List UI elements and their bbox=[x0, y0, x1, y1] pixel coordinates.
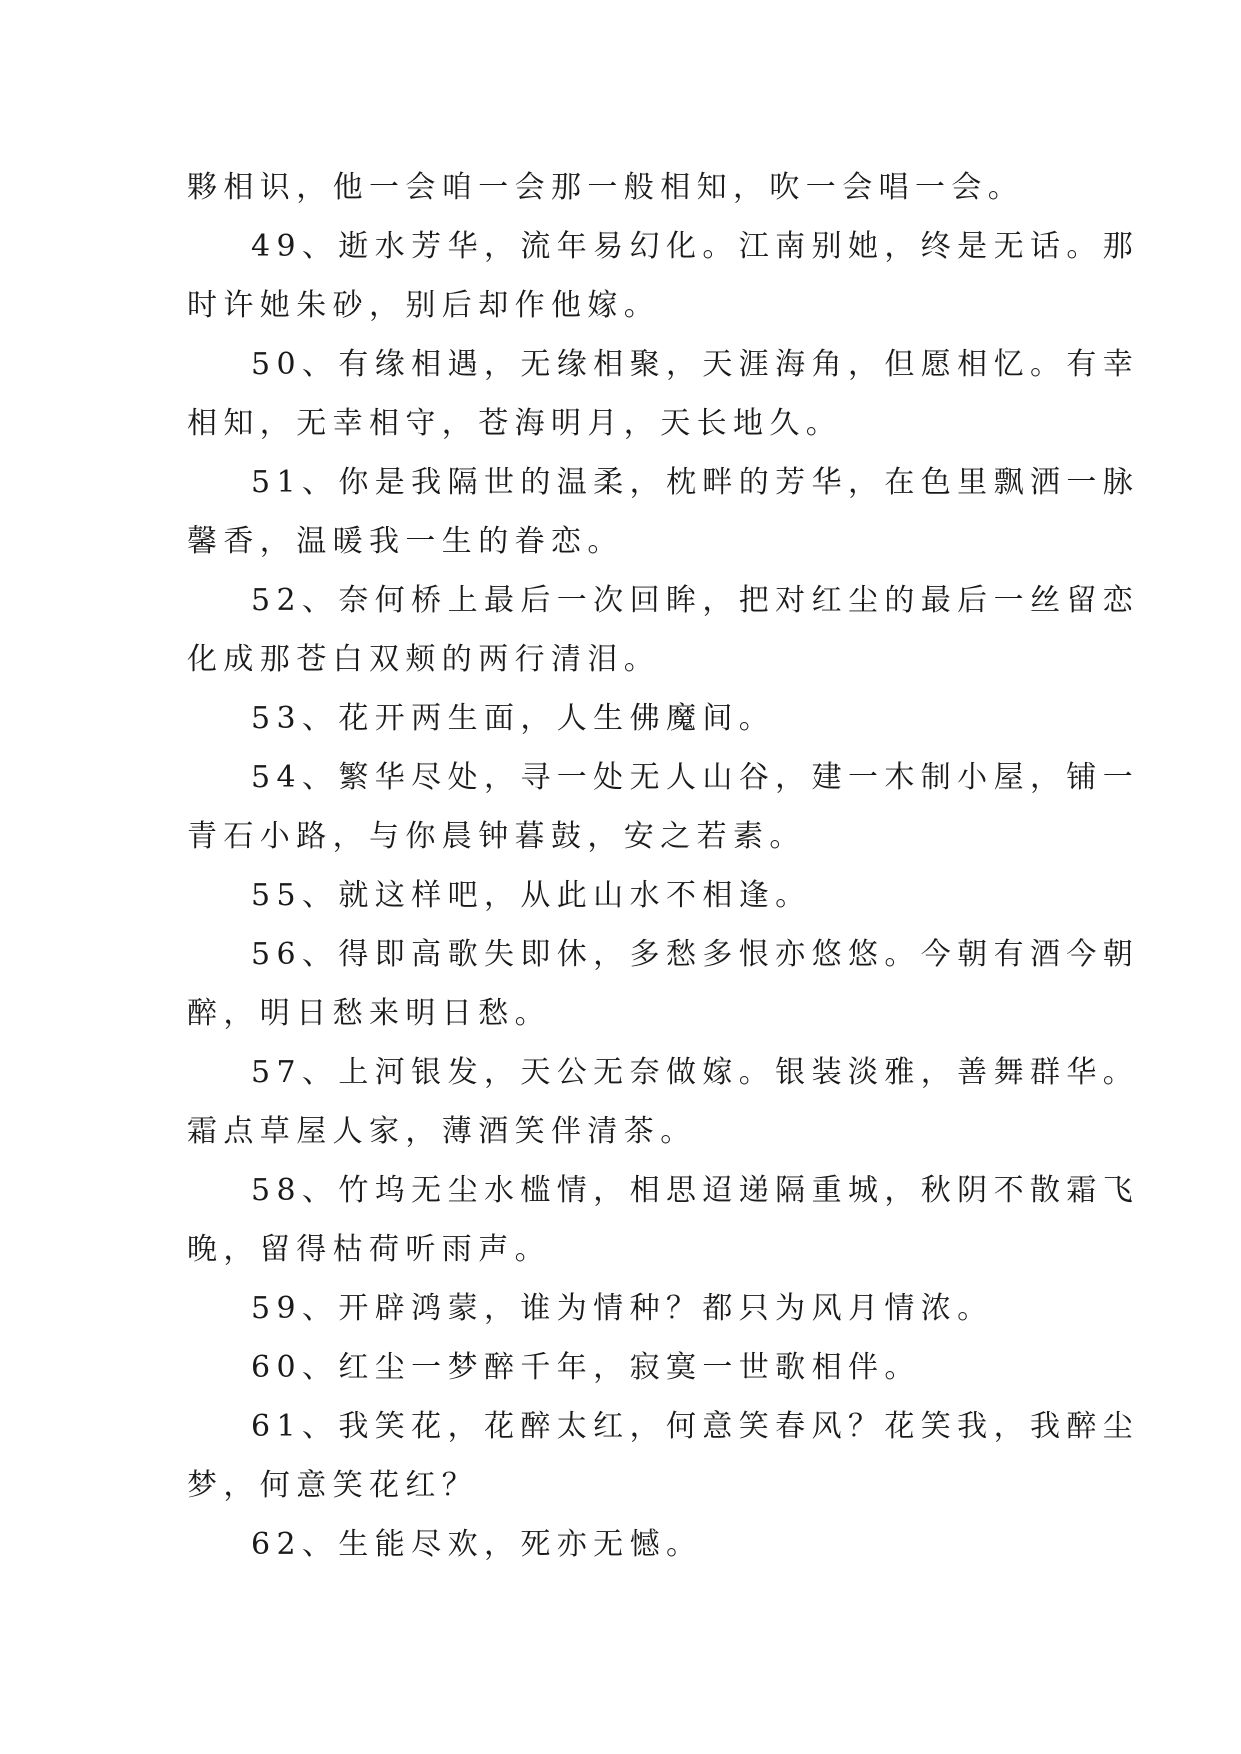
text-line: 梦，何意笑花红？ bbox=[187, 1468, 479, 1503]
text-line: 醉，明日愁来明日愁。 bbox=[187, 996, 551, 1031]
text-line: 霜点草屋人家，薄酒笑伴清茶。 bbox=[187, 1114, 697, 1149]
text-line: 50、有缘相遇，无缘相聚，天涯海角，但愿相忆。有幸 bbox=[251, 347, 1140, 382]
text-line: 夥相识，他一会咱一会那一般相知，吹一会唱一会。 bbox=[187, 170, 1025, 205]
text-line: 49、逝水芳华，流年易幻化。江南别她，终是无话。那 bbox=[251, 229, 1140, 264]
text-line: 时许她朱砂，别后却作他嫁。 bbox=[187, 288, 661, 323]
text-line: 化成那苍白双颊的两行清泪。 bbox=[187, 642, 661, 677]
text-line: 52、奈何桥上最后一次回眸，把对红尘的最后一丝留恋 bbox=[251, 583, 1140, 618]
text-line: 61、我笑花，花醉太红，何意笑春风？花笑我，我醉尘 bbox=[251, 1409, 1140, 1444]
text-line: 57、上河银发，天公无奈做嫁。银装淡雅，善舞群华。 bbox=[251, 1055, 1140, 1090]
text-line: 53、花开两生面，人生佛魔间。 bbox=[251, 701, 776, 736]
text-line: 馨香，温暖我一生的眷恋。 bbox=[187, 524, 624, 559]
text-line: 62、生能尽欢，死亦无憾。 bbox=[251, 1527, 703, 1562]
text-line: 54、繁华尽处，寻一处无人山谷，建一木制小屋，铺一 bbox=[251, 760, 1140, 795]
text-line: 56、得即高歌失即休，多愁多恨亦悠悠。今朝有酒今朝 bbox=[251, 937, 1140, 972]
text-line: 58、竹坞无尘水槛情，相思迢递隔重城，秋阴不散霜飞 bbox=[251, 1173, 1140, 1208]
text-line: 青石小路，与你晨钟暮鼓，安之若素。 bbox=[187, 819, 806, 854]
body-text bbox=[187, 158, 1140, 1574]
text-line: 60、红尘一梦醉千年，寂寞一世歌相伴。 bbox=[251, 1350, 921, 1385]
text-line: 59、开辟鸿蒙，谁为情种？都只为风月情浓。 bbox=[251, 1291, 994, 1326]
text-line: 55、就这样吧，从此山水不相逢。 bbox=[251, 878, 812, 913]
text-line: 晚，留得枯荷听雨声。 bbox=[187, 1232, 551, 1267]
text-line: 51、你是我隔世的温柔，枕畔的芳华，在色里飘洒一脉 bbox=[251, 465, 1140, 500]
text-line: 相知，无幸相守，苍海明月，天长地久。 bbox=[187, 406, 843, 441]
